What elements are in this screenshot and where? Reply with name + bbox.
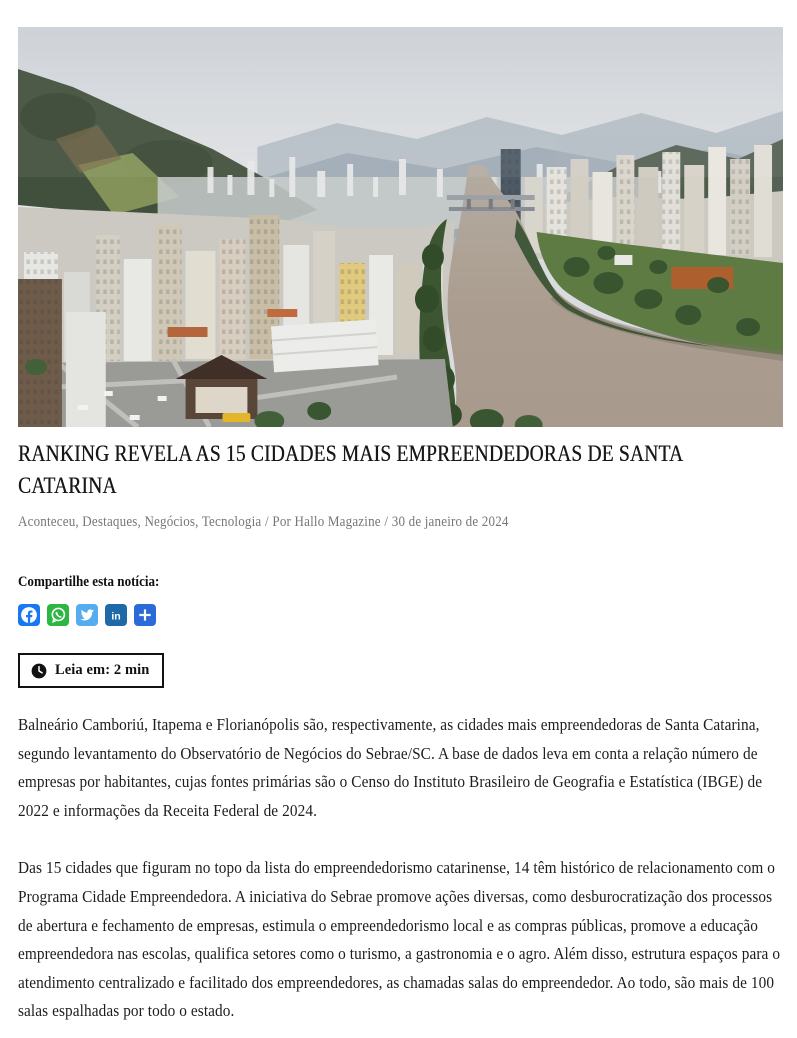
- share-linkedin-button[interactable]: [105, 604, 127, 626]
- meta-separator: /: [384, 514, 389, 530]
- share-buttons: [18, 604, 783, 626]
- share-twitter-button[interactable]: [76, 604, 98, 626]
- facebook-icon: [18, 604, 40, 626]
- hero-image: [18, 27, 783, 427]
- author-link[interactable]: Por Hallo Magazine: [272, 514, 381, 530]
- share-facebook-button[interactable]: [18, 604, 40, 626]
- clock-icon: [31, 663, 47, 679]
- reading-time-label: Leia em: 2 min: [55, 662, 150, 678]
- meta-separator: /: [265, 514, 269, 530]
- share-plus-icon: [134, 604, 156, 626]
- article-meta: [18, 514, 783, 531]
- svg-text:in: in: [111, 610, 121, 623]
- reading-time-badge: [18, 653, 164, 688]
- linkedin-icon: [105, 604, 127, 626]
- article-body: [18, 711, 783, 1026]
- aerial-city-river-illustration: [18, 27, 783, 427]
- share-whatsapp-button[interactable]: [47, 604, 69, 626]
- paragraph: Balneário Camboriú, Itapema e Florianópolis são, respectivamente, as cidades mais empreendedoras de Santa Catarina, segundo levantamento do Observatório de Negócios do Sebrae/SC. A base de dados leva em conta a relação número de empresas por habitantes, cujas fontes primárias são o Censo do Instituto Brasileiro de Geografia e Estatística (IBGE) de 2022 e informações da Receita Federal de 2024.: [18, 715, 763, 820]
- category-links[interactable]: Aconteceu, Destaques, Negócios, Tecnologia: [18, 514, 262, 530]
- article-title: RANKING REVELA AS 15 CIDADES MAIS EMPREENDEDORAS DE SANTA CATARINA: [18, 441, 683, 498]
- share-label: Compartilhe esta notícia:: [18, 574, 160, 590]
- paragraph: Das 15 cidades que figuram no topo da lista do empreendedorismo catarinense, 14 têm histórico de relacionamento com o Programa Cidade Empreendedora. A iniciativa do Sebrae promove ações diversas, como desburocratização dos processos de abertura e fechamento de empresas, estimula o empreendedorismo local e as compras públicas, promove a educação empreendedora nas escolas, qualifica setores como o turismo, a gastronomia e o agro. Além disso, estrutura espaços para o atendimento centralizado e facilitado dos empreendedores, as chamadas salas do empreendedor. Ao todo, são mais de 100 salas espalhadas por todo o estado.: [18, 858, 781, 1021]
- publish-date: 30 de janeiro de 2024: [391, 514, 509, 530]
- whatsapp-icon: [47, 604, 69, 626]
- twitter-icon: [76, 604, 98, 626]
- share-more-button[interactable]: [134, 604, 156, 626]
